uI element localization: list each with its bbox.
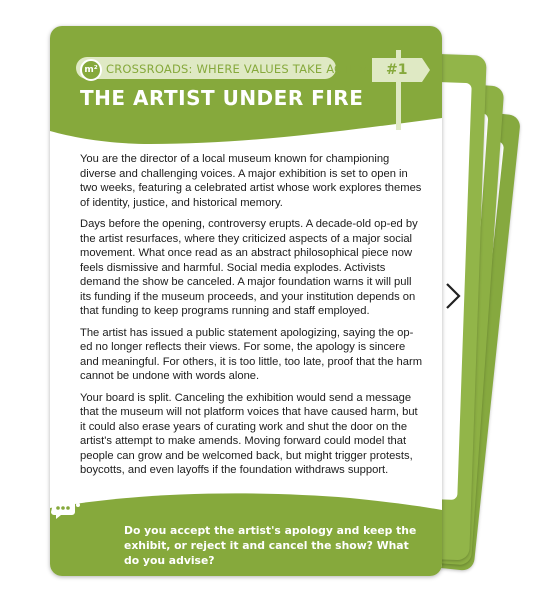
paragraph: The artist has issued a public statement apologizing, saying the op-ed no longer reflects their views. For some, the apology is sincere and meaningful. For others, it is too little, too late, proof that the harm cannot be undone with words alone. [80, 326, 423, 382]
card-header [50, 26, 442, 168]
card-title: THE ARTIST UNDER FIRE [80, 86, 364, 110]
chevron-right-icon[interactable] [442, 280, 464, 312]
card-number: #1 [386, 62, 408, 78]
paragraph: Your board is split. Canceling the exhibition would send a message that the museum will not platform voices that have caused harm, but it could also erase years of curating work and shut the door on the artist's attempt to make amends. Moving forward could model that people can grow and be welcomed back, but might trigger protests, boycotts, and even layoffs if the foundation withdraws support. [80, 391, 418, 476]
discussion-question: Do you accept the artist's apology and keep the exhibit, or reject it and cancel the show? What do you advise? [124, 524, 417, 567]
paragraph: You are the director of a local museum known for championing diverse and challenging voices. A major exhibition is set to open in two weeks, featuring a celebrated artist whose work explores themes of identity, justice, and historical memory. [80, 153, 422, 209]
series-banner: CROSSROADS: WHERE VALUES TAKE ACTION [106, 62, 372, 76]
scenario-card [50, 26, 442, 576]
card-footer [50, 486, 442, 576]
brand-logo-badge: m² [80, 59, 102, 81]
scenario-text [80, 152, 425, 485]
paragraph: Days before the opening, controversy erupts. A decade-old op-ed by the artist resurfaces, where they criticized aspects of a major social movement. What once read as an abstract philosophical piece now feels dismissive and harmful. Social media explodes. Activists demand the show be canceled. A major foundation warns it will pull its funding if the museum proceeds, and your institution depends on that funding to keep programs running and staff employed. [80, 218, 418, 317]
question-chat-icon [50, 486, 86, 520]
